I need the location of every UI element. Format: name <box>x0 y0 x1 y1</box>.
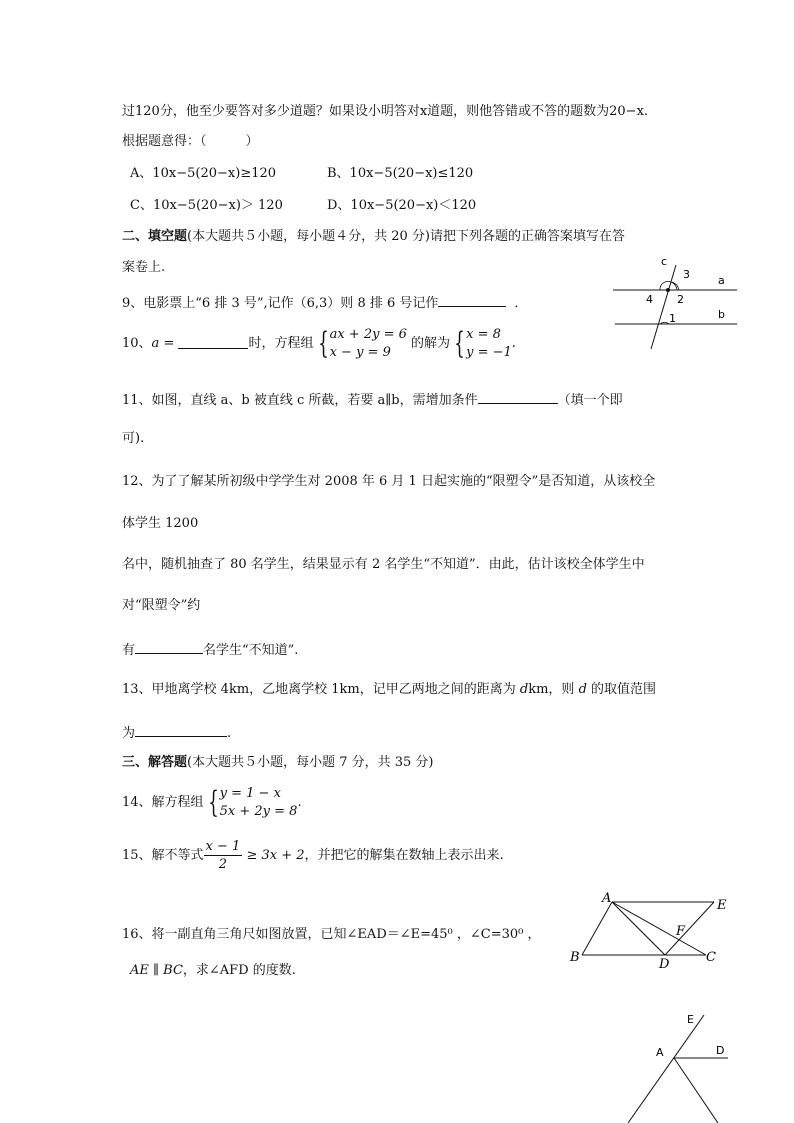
q16-line2b: ，求∠AFD 的度数. <box>182 963 296 978</box>
figure-triangle-rulers <box>566 888 736 970</box>
line-c <box>651 265 676 349</box>
q10-brace-1: { <box>317 325 329 361</box>
q10-system-1-eq2: x − y = 9 <box>329 344 391 360</box>
segment-AB <box>582 902 612 955</box>
q12-line5b: 名学生“不知道”. <box>203 643 299 658</box>
label-3: 3 <box>683 268 690 281</box>
label-2: 2 <box>677 293 684 306</box>
label-D: D <box>659 957 670 970</box>
q13-line1b: km，则 <box>528 682 579 697</box>
q11-answer-blank[interactable] <box>478 389 558 404</box>
q13-line1 <box>122 681 656 699</box>
label-D-2: D <box>716 1044 725 1057</box>
label-c: c <box>661 255 668 268</box>
ray-line-down <box>674 1058 718 1123</box>
q8-line1: 过120分，他至少要答对多少道题？如果设小明答对x道题，则他答错或不答的题数为20−x. <box>122 104 649 119</box>
q15-numerator: x − 1 <box>205 839 241 854</box>
q9-answer-blank[interactable] <box>438 292 506 307</box>
section2-desc2: 案卷上. <box>122 260 166 275</box>
q11-line2: 可). <box>122 431 145 446</box>
section3-desc: (本大题共５小题，每小题 7 分，共 35 分) <box>187 755 434 770</box>
q10-var-a: a <box>151 336 160 351</box>
q10-answer-blank[interactable] <box>178 334 248 349</box>
section2-heading <box>122 228 625 246</box>
q12-line5a: 有 <box>122 643 136 658</box>
label-E: E <box>717 898 727 913</box>
q14-prefix: 14、解方程组 <box>122 795 204 810</box>
q16-parallel-expr: AE ∥ BC <box>130 963 183 978</box>
section2-title: 二、填空题 <box>122 229 188 244</box>
q14-system <box>220 785 298 821</box>
segment-DE <box>665 902 714 955</box>
q13-var-d: d <box>519 682 529 697</box>
figure-parallel-lines-transversal <box>610 253 740 353</box>
section3-title: 三、解答题 <box>122 755 188 770</box>
q14-end: . <box>297 795 302 810</box>
ray-line-E <box>628 1015 704 1123</box>
q14 <box>122 781 302 825</box>
label-A: A <box>602 891 612 906</box>
q10-mid: 时，方程组 <box>248 336 314 351</box>
q16-line1: 16、将一副直角三角尺如图放置，已知∠EAD＝∠E=45⁰ ，∠C=30⁰ ， <box>122 927 541 942</box>
figure-angle-partial <box>620 1008 740 1123</box>
q10-system-2 <box>466 326 512 362</box>
q10-system-2-eq2: y = −1 <box>466 344 512 360</box>
q10-mid2: 的解为 <box>406 336 451 351</box>
segment-AC <box>612 902 706 955</box>
q8-option-c: C、10x−5(20−x)＞ 120 <box>130 198 283 213</box>
label-E-2: E <box>687 1013 694 1026</box>
intersection-point <box>666 288 670 292</box>
q8-option-a: A、10x−5(20−x)≥120 <box>130 166 277 181</box>
q8-option-d: D、10x−5(20−x)＜120 <box>327 198 477 213</box>
q10-eq: = <box>159 336 179 351</box>
q10-end: . <box>511 336 516 351</box>
q13-line2b: . <box>227 726 232 741</box>
label-B: B <box>570 950 580 965</box>
label-4: 4 <box>646 293 653 306</box>
q11-text: 11、如图，直线 a、b 被直线 c 所截，若要 a∥b，需增加条件 <box>122 393 478 408</box>
q9 <box>122 292 527 313</box>
q13-answer-blank[interactable] <box>135 722 227 737</box>
q13-line1c: 的取值范围 <box>586 682 657 697</box>
q10-prefix: 10、 <box>122 336 152 351</box>
segment-AD <box>612 902 665 955</box>
q14-system-eq2: 5x + 2y = 8 <box>219 803 298 819</box>
q10 <box>122 322 516 366</box>
label-b: b <box>718 308 725 321</box>
q15-prefix: 15、解不等式 <box>122 848 204 863</box>
q12-line1: 12、为了了解某所初级中学学生对 2008 年 6 月 1 日起实施的“限塑令”是否知道，从该校全 <box>122 474 656 489</box>
q9-end: ． <box>514 296 528 311</box>
section2-desc: (本大题共５小题，每小题４分，共 20 分)请把下列各题的正确答案填写在答 <box>187 229 625 244</box>
label-A-2: A <box>656 1046 664 1059</box>
q11-line1 <box>122 389 623 410</box>
q16-line2 <box>130 962 296 980</box>
q8-option-b: B、10x−5(20−x)≤120 <box>327 166 474 181</box>
q13-var-d2: d <box>578 682 587 697</box>
label-a: a <box>718 274 725 287</box>
q10-system-2-eq1: x = 8 <box>466 326 501 342</box>
q10-brace-2: { <box>454 325 465 361</box>
q14-brace: { <box>207 784 219 820</box>
q10-system-1-eq1: ax + 2y = 6 <box>329 326 407 342</box>
q12-line2: 体学生 1200 <box>122 516 199 531</box>
q13-line2a: 为 <box>122 726 136 741</box>
q14-system-eq1: y = 1 − x <box>219 785 281 801</box>
q12-line3: 名中，随机抽查了 80 名学生，结果显示有 2 名学生“不知道”．由此，估计该校全体学生中 <box>122 557 645 572</box>
q11-tail: （填一个即 <box>557 393 623 408</box>
label-F: F <box>676 924 686 939</box>
q15-rhs: ≥ 3x + 2 <box>242 848 305 863</box>
q13-line2 <box>122 722 231 743</box>
q9-text: 9、电影票上“6 排 3 号”,记作（6,3）则 8 排 6 号记作 <box>122 296 439 311</box>
q15-tail: ，并把它的解集在数轴上表示出来. <box>304 848 504 863</box>
q15-denominator: 2 <box>218 857 228 872</box>
q12-answer-blank[interactable] <box>135 639 203 654</box>
label-1: 1 <box>669 312 676 325</box>
q13-line1a: 13、甲地离学校 4km，乙地离学校 1km，记甲乙两地之间的距离为 <box>122 682 520 697</box>
section3-heading <box>122 754 434 772</box>
q8-line2: 根据题意得：（ ） <box>122 134 259 149</box>
q15 <box>122 834 504 878</box>
q10-system-1 <box>330 326 407 362</box>
q12-line5 <box>122 639 298 660</box>
q15-fraction <box>204 838 243 873</box>
label-C: C <box>706 950 716 965</box>
q12-line4: 对“限塑令”约 <box>122 598 201 613</box>
